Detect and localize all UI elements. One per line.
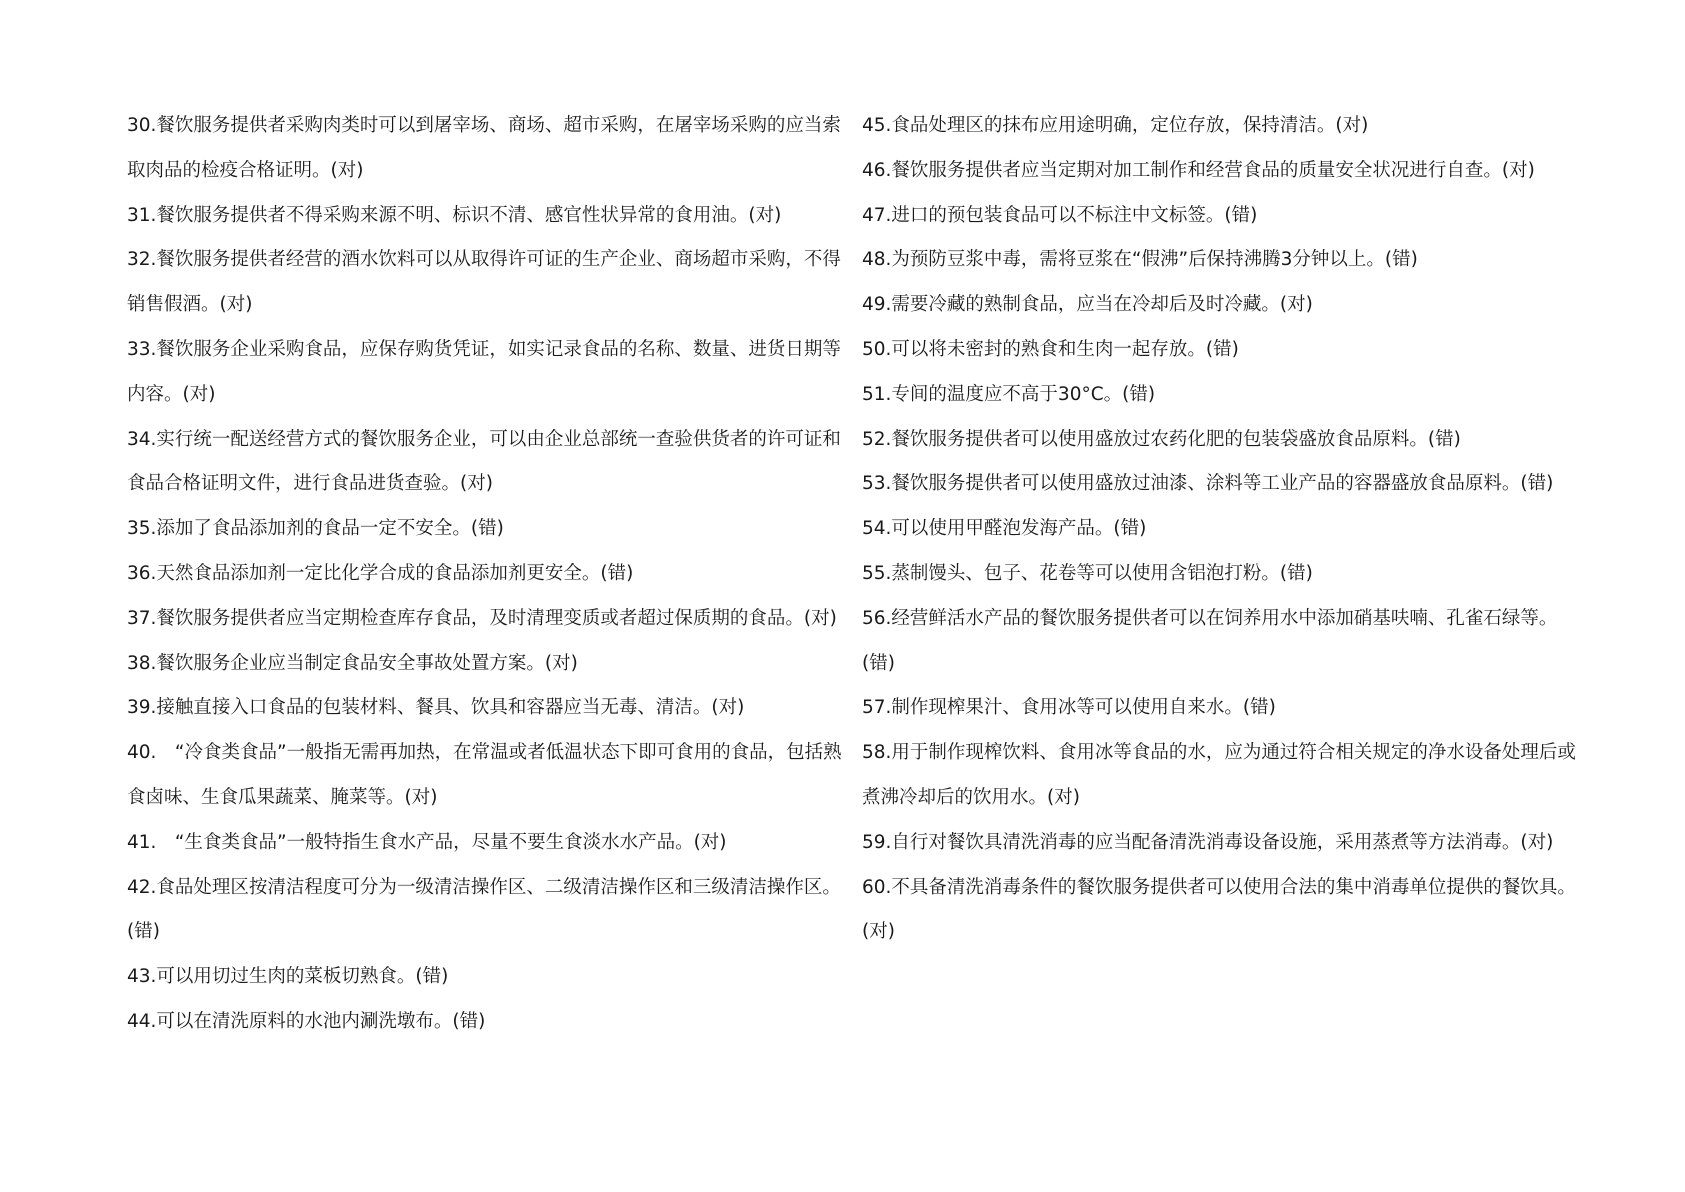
question-item <box>127 238 847 328</box>
question-item <box>127 507 847 552</box>
question-text: 餐饮服务提供者可以使用盛放过农药化肥的包装袋盛放食品原料。(错) <box>891 428 1461 450</box>
question-number: 44. <box>127 1010 157 1032</box>
question-text: 专间的温度应不高于30°C。(错) <box>891 383 1156 405</box>
question-item <box>127 418 847 508</box>
question-item <box>127 194 847 239</box>
question-text: 接触直接入口食品的包装材料、餐具、饮具和容器应当无毒、清洁。(对) <box>156 697 745 719</box>
question-item <box>862 686 1582 731</box>
question-text: 可以用切过生肉的菜板切熟食。(错) <box>156 966 449 988</box>
question-number: 56. <box>862 607 892 629</box>
question-text: 餐饮服务提供者应当定期检查库存食品，及时清理变质或者超过保质期的食品。(对) <box>156 607 837 629</box>
question-number: 45. <box>862 115 892 136</box>
question-number: 55. <box>862 562 892 584</box>
question-number: 54. <box>862 518 892 540</box>
question-text: 餐饮服务提供者应当定期对加工制作和经营食品的质量安全状况进行自查。(对) <box>891 159 1535 181</box>
question-text: 食品处理区按清洁程度可分为一级清洁操作区、二级清洁操作区和三级清洁操作区。(错) <box>127 876 841 943</box>
question-text: 不具备清洗消毒条件的餐饮服务提供者可以使用合法的集中消毒单位提供的餐饮具。(对) <box>862 876 1576 943</box>
question-item <box>127 328 847 418</box>
question-item <box>127 686 847 731</box>
question-text: “生食类食品”一般特指生食水产品，尽量不要生食淡水水产品。(对) <box>156 831 727 853</box>
question-number: 34. <box>127 428 157 450</box>
question-item <box>862 238 1582 283</box>
question-text: 餐饮服务提供者不得采购来源不明、标识不清、感官性状异常的食用油。(对) <box>156 204 782 226</box>
question-item <box>127 866 847 956</box>
question-item <box>862 104 1582 149</box>
question-item <box>862 507 1582 552</box>
question-item <box>862 552 1582 597</box>
question-item <box>127 821 847 866</box>
question-text: 餐饮服务企业采购食品，应保存购货凭证，如实记录食品的名称、数量、进货日期等内容。(对) <box>127 338 841 405</box>
question-text: 餐饮服务提供者可以使用盛放过油漆、涂料等工业产品的容器盛放食品原料。(错) <box>891 473 1554 495</box>
question-number: 31. <box>127 204 157 226</box>
left-column <box>127 104 847 1045</box>
question-item <box>862 866 1582 956</box>
question-text: 实行统一配送经营方式的餐饮服务企业，可以由企业总部统一查验供货者的许可证和食品合格证明文件，进行食品进货查验。(对) <box>127 428 841 495</box>
question-number: 30. <box>127 115 157 136</box>
question-text: 餐饮服务企业应当制定食品安全事故处置方案。(对) <box>156 652 578 674</box>
question-number: 33. <box>127 338 157 360</box>
question-number: 40. <box>127 742 157 764</box>
question-number: 53. <box>862 473 892 495</box>
question-item <box>862 597 1582 687</box>
right-column <box>862 104 1582 955</box>
question-number: 58. <box>862 742 892 764</box>
question-item <box>862 328 1582 373</box>
question-number: 32. <box>127 249 157 271</box>
question-item <box>127 104 847 194</box>
question-number: 52. <box>862 428 892 450</box>
question-item <box>862 149 1582 194</box>
question-number: 60. <box>862 876 892 898</box>
question-text: 蒸制馒头、包子、花卷等可以使用含铝泡打粉。(错) <box>891 562 1313 584</box>
question-text: 可以在清洗原料的水池内涮洗墩布。(错) <box>156 1010 486 1032</box>
question-number: 38. <box>127 652 157 674</box>
question-text: 餐饮服务提供者经营的酒水饮料可以从取得许可证的生产企业、商场超市采购，不得销售假酒。(对) <box>127 249 841 316</box>
question-text: 制作现榨果汁、食用冰等可以使用自来水。(错) <box>891 697 1276 719</box>
question-text: 可以使用甲醛泡发海产品。(错) <box>891 518 1147 540</box>
question-item <box>862 373 1582 418</box>
question-text: 自行对餐饮具清洗消毒的应当配备清洗消毒设备设施，采用蒸煮等方法消毒。(对) <box>891 831 1554 853</box>
question-item <box>127 642 847 687</box>
question-number: 47. <box>862 204 892 226</box>
question-item <box>862 731 1582 821</box>
question-number: 50. <box>862 338 892 360</box>
question-text: 进口的预包装食品可以不标注中文标签。(错) <box>891 204 1258 226</box>
question-number: 48. <box>862 249 892 271</box>
question-item <box>127 552 847 597</box>
question-number: 41. <box>127 831 157 853</box>
question-text: 需要冷藏的熟制食品，应当在冷却后及时冷藏。(对) <box>891 294 1313 316</box>
question-number: 46. <box>862 159 892 181</box>
question-number: 57. <box>862 697 892 719</box>
question-text: “冷食类食品”一般指无需再加热，在常温或者低温状态下即可食用的食品，包括熟食卤味、生食瓜果蔬菜、腌菜等。(对) <box>127 742 842 808</box>
question-number: 35. <box>127 518 157 540</box>
question-item <box>862 462 1582 507</box>
question-number: 36. <box>127 562 157 584</box>
question-number: 49. <box>862 294 892 316</box>
question-item <box>862 418 1582 463</box>
question-number: 39. <box>127 697 157 719</box>
question-item <box>862 283 1582 328</box>
question-text: 经营鲜活水产品的餐饮服务提供者可以在饲养用水中添加硝基呋喃、孔雀石绿等。(错) <box>862 607 1558 674</box>
question-number: 51. <box>862 383 892 405</box>
question-text: 可以将未密封的熟食和生肉一起存放。(错) <box>891 338 1239 360</box>
question-item <box>127 1000 847 1045</box>
question-text: 用于制作现榨饮料、食用冰等食品的水，应为通过符合相关规定的净水设备处理后或煮沸冷却后的饮用水。(对) <box>862 742 1576 808</box>
question-item <box>127 955 847 1000</box>
question-text: 添加了食品添加剂的食品一定不安全。(错) <box>156 518 504 540</box>
question-item <box>127 597 847 642</box>
question-text: 为预防豆浆中毒，需将豆浆在“假沸”后保持沸腾3分钟以上。(错) <box>891 249 1418 271</box>
question-item <box>862 194 1582 239</box>
question-number: 42. <box>127 876 157 898</box>
question-item <box>127 731 847 821</box>
question-number: 43. <box>127 966 157 988</box>
question-number: 37. <box>127 607 157 629</box>
question-text: 食品处理区的抹布应用途明确，定位存放，保持清洁。(对) <box>891 115 1369 136</box>
question-text: 餐饮服务提供者采购肉类时可以到屠宰场、商场、超市采购，在屠宰场采购的应当索取肉品的检疫合格证明。(对) <box>127 115 841 181</box>
question-number: 59. <box>862 831 892 853</box>
question-item <box>862 821 1582 866</box>
question-text: 天然食品添加剂一定比化学合成的食品添加剂更安全。(错) <box>156 562 634 584</box>
